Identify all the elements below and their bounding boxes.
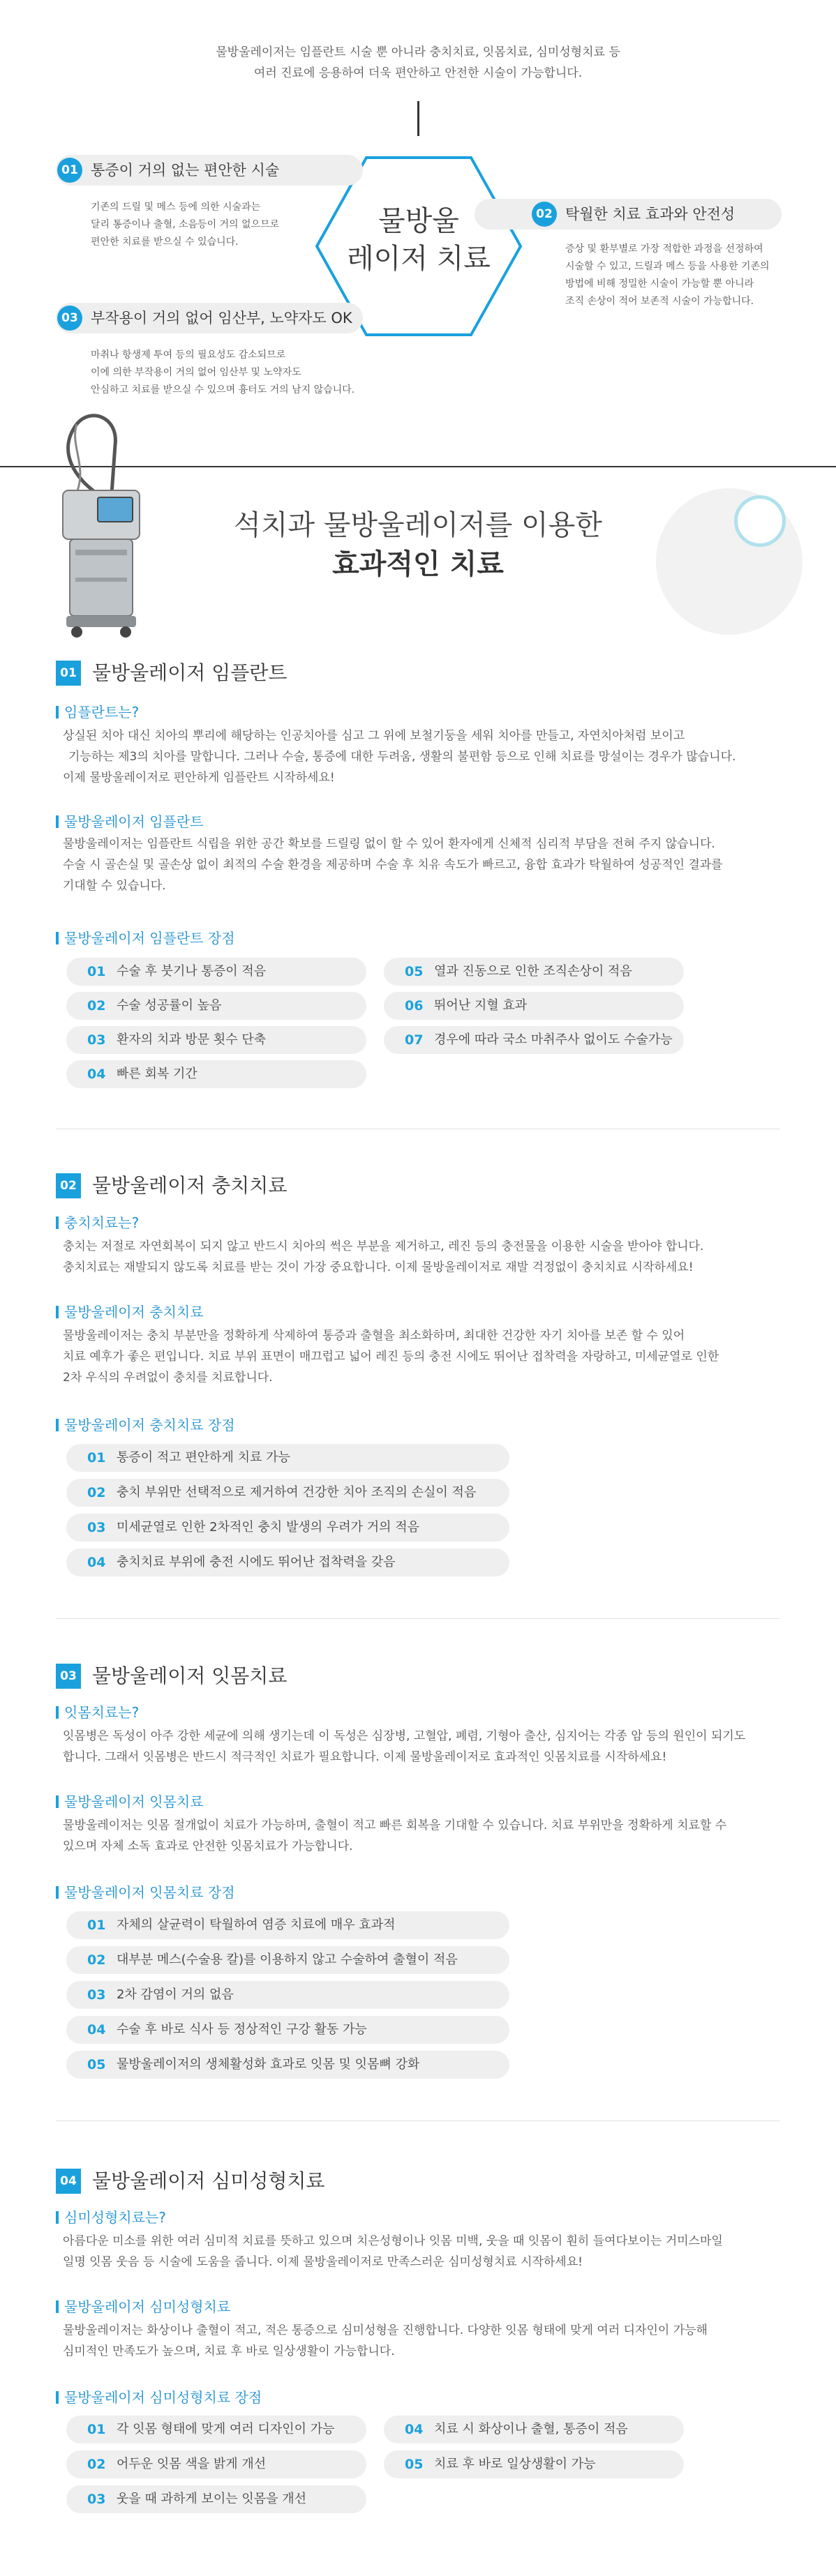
advantage-number: 01	[87, 1450, 106, 1466]
advantage-pill	[66, 992, 366, 1020]
subsection-title: 물방울레이저 심미성형치료 장점	[56, 2388, 262, 2406]
advantage-pill	[66, 1060, 366, 1088]
feature-number: 03	[57, 306, 82, 331]
subsection-title: 물방울레이저 충치치료 장점	[56, 1416, 235, 1434]
advantage-pill	[384, 992, 684, 1020]
advantage-number: 03	[87, 2492, 106, 2507]
feature-desc-line: 조직 손상이 적어 보존적 시술이 가능합니다.	[565, 296, 754, 307]
advantage-number: 04	[87, 1067, 106, 1082]
advantage-pill	[66, 2016, 509, 2044]
advantage-pill	[66, 1946, 509, 1974]
advantage-pill	[384, 1026, 684, 1054]
vertical-divider	[417, 101, 419, 136]
text-line: 합니다. 그래서 잇몸병은 반드시 적극적인 치료가 필요합니다. 이제 물방울레이저로 효과적인 잇몸치료를 시작하세요!	[63, 1750, 667, 1764]
text-line: 치료 예후가 좋은 편입니다. 치료 부위 표면이 매끄럽고 넓어 레진 등의 충전 시에도 뛰어난 접착력을 자랑하고, 미세균열로 인한	[63, 1350, 719, 1364]
text-line: 충치는 저절로 자연회복이 되지 않고 반드시 치아의 썩은 부분을 제거하고, 레진 등의 충전물을 이용한 시술을 받아야 합니다.	[63, 1240, 704, 1253]
text-line: 물방울레이저는 화상이나 출혈이 적고, 적은 통증으로 심미성형을 진행합니다. 다양한 잇몸 형태에 맞게 여러 디자인이 가능해	[63, 2323, 708, 2337]
advantage-pill	[384, 2416, 684, 2443]
advantage-pill	[384, 958, 684, 986]
advantage-number: 02	[87, 1952, 106, 1968]
advantage-text: 각 잇몸 형태에 맞게 여러 디자인이 가능	[117, 2422, 335, 2436]
advantage-number: 07	[405, 1032, 424, 1048]
advantage-text: 물방울레이저의 생체활성화 효과로 잇몸 및 잇몸뼈 강화	[117, 2057, 420, 2072]
hexagon-line: 물방울	[378, 205, 459, 237]
section-text	[63, 1236, 782, 1278]
main-title-line: 석치과 물방울레이저를 이용한	[234, 509, 602, 541]
text-line: 기능하는 제3의 치아를 말합니다. 그러나 수술, 통증에 대한 두려움, 생활의 불편함 등으로 인해 치료를 망설이는 경우가 많습니다.	[68, 750, 736, 764]
advantage-text: 웃을 때 과하게 보이는 잇몸을 개선	[117, 2492, 307, 2506]
text-line: 수술 시 골손실 및 골손상 없이 최적의 수술 환경을 제공하며 수술 후 치유 속도가 빠르고, 융합 효과가 탁월하여 성공적인 결과를	[63, 858, 723, 872]
advantage-text: 자체의 살균력이 탁월하여 염증 치료에 매우 효과적	[117, 1918, 396, 1932]
advantage-text: 충치치료 부위에 충전 시에도 뛰어난 접착력을 갖음	[117, 1555, 396, 1569]
text-line: 충치치료는 재발되지 않도록 치료를 받는 것이 가장 중요합니다. 이제 물방울레이저로 재발 걱정없이 충치치료 시작하세요!	[63, 1260, 694, 1274]
subsection-title: 임플란트는?	[56, 703, 139, 721]
intro-text	[0, 42, 836, 84]
section-header	[56, 2167, 475, 2195]
section-title: 물방울레이저 잇몸치료	[92, 1664, 288, 1687]
text-line: 기대할 수 있습니다.	[63, 879, 166, 893]
subsection-title: 물방울레이저 심미성형치료	[56, 2298, 230, 2316]
advantage-pill	[66, 2450, 366, 2478]
feature-desc-line: 시술할 수 있고, 드릴과 메스 등을 사용한 기존의	[565, 261, 770, 272]
advantage-pill	[66, 1444, 509, 1472]
feature-desc-line: 이에 의한 부작용이 거의 없어 임산부 및 노약자도	[91, 367, 301, 378]
subsection-title: 물방울레이저 임플란트 장점	[56, 929, 235, 947]
feature-description	[91, 199, 321, 251]
advantage-number: 03	[87, 1520, 106, 1535]
advantage-pill	[66, 2051, 509, 2079]
subsection-title: 충치치료는?	[56, 1214, 139, 1232]
section-text	[63, 1815, 782, 1857]
section-header	[56, 1172, 475, 1200]
advantage-pill	[66, 2485, 366, 2513]
feature-title: 부작용이 거의 없어 임산부, 노약자도 OK	[91, 310, 352, 326]
advantage-pill	[66, 1026, 366, 1054]
feature-desc-line: 편안한 치료를 받으실 수 있습니다.	[91, 236, 239, 248]
feature-desc-line: 방법에 비해 정밀한 시술이 가능할 뿐 아니라	[565, 278, 754, 289]
section-number: 04	[56, 2169, 81, 2194]
advantage-text: 치료 시 화상이나 출혈, 통증이 적음	[434, 2422, 628, 2436]
feature-title: 탁월한 치료 효과와 안전성	[565, 206, 736, 223]
section-header	[56, 659, 475, 687]
advantage-pill	[66, 1911, 509, 1939]
advantage-text: 통증이 적고 편안하게 치료 가능	[117, 1450, 290, 1465]
subsection-title: 물방울레이저 잇몸치료	[56, 1793, 204, 1811]
text-line: 물방울레이저는 잇몸 절개없이 치료가 가능하며, 출혈이 적고 빠른 회복을 기대할 수 있습니다. 치료 부위만을 정확하게 치료할 수	[63, 1818, 727, 1832]
advantage-text: 수술 후 붓기나 통증이 적음	[117, 964, 267, 979]
advantage-pill	[66, 958, 366, 986]
advantage-number: 02	[87, 2457, 106, 2472]
advantage-text: 경우에 따라 국소 마취주사 없이도 수술가능	[434, 1032, 673, 1047]
text-line: 물방울레이저는 충치 부분만을 정확하게 삭제하여 통증과 출혈을 최소화하며, 최대한 건강한 자기 치아를 보존 할 수 있어	[63, 1329, 685, 1343]
advantage-pill	[66, 1549, 509, 1576]
advantage-text: 어두운 잇몸 색을 밝게 개선	[117, 2457, 267, 2471]
section-text	[63, 725, 782, 788]
section-header	[56, 1662, 475, 1690]
advantage-text: 수술 후 바로 식사 등 정상적인 구강 활동 가능	[117, 2022, 367, 2037]
advantage-number: 02	[87, 1485, 106, 1500]
advantage-pill	[66, 1514, 509, 1542]
text-line: 아름다운 미소를 위한 여러 심미적 치료를 뜻하고 있으며 치은성형이나 잇몸 미백, 웃을 때 잇몸이 훤히 들여다보이는 거미스마일	[63, 2234, 723, 2248]
advantage-number: 01	[87, 964, 106, 979]
feature-description	[565, 241, 796, 310]
section-title: 물방울레이저 임플란트	[92, 661, 288, 684]
section-text	[63, 1726, 782, 1768]
advantage-number: 04	[87, 1555, 106, 1570]
text-line: 상실된 치아 대신 치아의 뿌리에 해당하는 인공치아를 심고 그 위에 보철기둥을 세워 치아를 만들고, 자연치아처럼 보이고	[63, 729, 685, 743]
advantage-pill	[66, 1981, 509, 2009]
subsection-title: 잇몸치료는?	[56, 1703, 139, 1722]
feature-desc-line: 안심하고 치료를 받으실 수 있으며 흉터도 거의 남지 않습니다.	[91, 384, 355, 396]
section-number: 02	[56, 1173, 81, 1198]
advantage-text: 충치 부위만 선택적으로 제거하여 건강한 치아 조직의 손실이 적음	[117, 1485, 477, 1500]
advantage-number: 01	[87, 2422, 106, 2437]
feature-number: 01	[57, 158, 82, 183]
advantage-text: 환자의 치과 방문 횟수 단축	[117, 1032, 267, 1047]
advantage-text: 치료 후 바로 일상생활이 가능	[434, 2457, 596, 2471]
advantage-number: 05	[405, 2457, 424, 2472]
feature-desc-line: 마취나 항생제 투여 등의 필요성도 감소되므로	[91, 349, 286, 361]
advantage-text: 미세균열로 인한 2차적인 충치 발생의 우려가 거의 적음	[117, 1520, 420, 1535]
advantage-pill	[384, 2450, 684, 2478]
advantage-number: 05	[405, 964, 424, 979]
main-title	[0, 506, 836, 584]
hexagon-line: 레이저 치료	[347, 243, 491, 275]
advantage-number: 01	[87, 1918, 106, 1933]
text-line: 이제 물방울레이저로 편안하게 임플란트 시작하세요!	[63, 771, 335, 785]
advantage-text: 열과 진동으로 인한 조직손상이 적음	[434, 964, 632, 979]
section-number: 01	[56, 661, 81, 686]
section-text	[63, 2231, 782, 2273]
feature-desc-line: 달리 통증이나 출혈, 소음등이 거의 없으므로	[91, 219, 280, 230]
subsection-title: 물방울레이저 잇몸치료 장점	[56, 1883, 235, 1901]
advantage-text: 빠른 회복 기간	[117, 1067, 197, 1081]
section-number: 03	[56, 1664, 81, 1689]
advantage-number: 04	[405, 2422, 424, 2437]
advantage-number: 04	[87, 2022, 106, 2038]
text-line: 2차 우식의 우려없이 충치를 치료합니다.	[63, 1371, 273, 1385]
text-line: 일명 잇몸 웃음 등 시술에 도움을 줍니다. 이제 물방울레이저로 만족스러운 심미성형치료 시작하세요!	[63, 2255, 583, 2269]
advantage-text: 2차 감염이 거의 없음	[117, 1987, 234, 2002]
advantage-text: 수술 성공률이 높음	[117, 998, 222, 1013]
advantage-number: 02	[87, 998, 106, 1014]
section-separator	[56, 1618, 780, 1619]
advantage-text: 뛰어난 지혈 효과	[434, 998, 528, 1013]
subsection-title: 심미성형치료는?	[56, 2208, 166, 2227]
feature-title: 통증이 거의 없는 편안한 시술	[91, 162, 280, 179]
main-title-line: 효과적인 치료	[332, 548, 504, 580]
advantage-text: 대부분 메스(수술용 칼)를 이용하지 않고 수술하여 출혈이 적음	[117, 1952, 458, 1967]
text-line: 물방울레이저는 임플란트 식립을 위한 공간 확보를 드릴링 없이 할 수 있어 환자에게 신체적 심리적 부담을 전혀 주지 않습니다.	[63, 837, 715, 851]
text-line: 있으며 자체 소독 효과로 안전한 잇몸치료가 가능합니다.	[63, 1839, 353, 1853]
advantage-number: 05	[87, 2057, 106, 2072]
text-line: 잇몸병은 독성이 아주 강한 세균에 의해 생기는데 이 독성은 심장병, 고혈압, 폐렴, 기형아 출산, 심지어는 각종 암 등의 원인이 되기도	[63, 1729, 746, 1743]
advantage-pill	[66, 1479, 509, 1507]
subsection-title: 물방울레이저 임플란트	[56, 813, 204, 831]
advantage-pill	[66, 2416, 366, 2443]
section-text	[63, 1325, 782, 1388]
text-line: 심미적인 만족도가 높으며, 치료 후 바로 일상생활이 가능합니다.	[63, 2344, 395, 2358]
intro-line: 여러 진료에 응용하여 더욱 편안하고 안전한 시술이 가능합니다.	[253, 66, 583, 80]
section-text	[63, 834, 782, 896]
intro-line: 물방울레이저는 임플란트 시술 뿐 아니라 충치치료, 잇몸치료, 심미성형치료 등	[216, 45, 620, 59]
feature-number: 02	[532, 202, 557, 227]
advantage-number: 06	[405, 998, 424, 1014]
advantage-number: 03	[87, 1987, 106, 2003]
feature-desc-line: 기존의 드릴 및 메스 등에 의한 시술과는	[91, 202, 261, 213]
section-title: 물방울레이저 충치치료	[92, 1174, 288, 1197]
section-text	[63, 2320, 782, 2362]
advantage-number: 03	[87, 1032, 106, 1048]
section-title: 물방울레이저 심미성형치료	[92, 2169, 325, 2192]
feature-desc-line: 증상 및 환부별로 가장 적합한 과정을 선정하여	[565, 243, 763, 255]
feature-description	[91, 347, 426, 399]
subsection-title: 물방울레이저 충치치료	[56, 1303, 204, 1321]
